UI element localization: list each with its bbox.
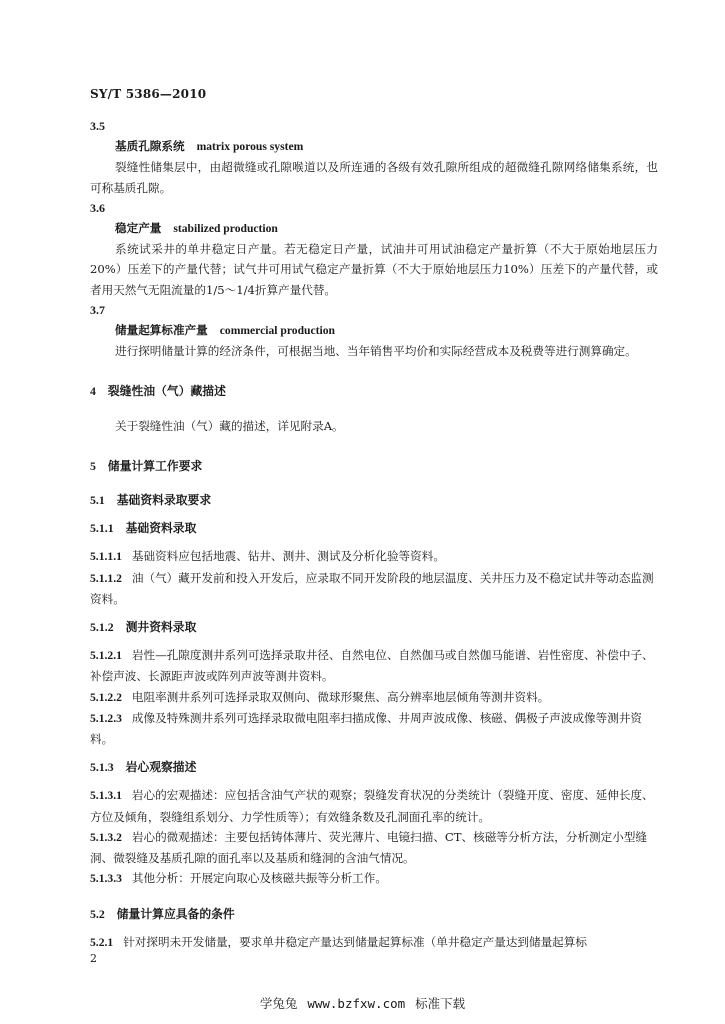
numbered-item [90,568,658,609]
section-title: 裂缝性油（气）藏描述 [107,384,226,399]
section-number: 4 [90,384,96,399]
subsection-title: 基础资料录取要求 [116,493,212,508]
item-number: 5.1.3.1 [90,789,122,803]
subsection-heading [90,518,658,538]
item-text: 其他分析：开展定向取心及核磁共振等分析工作。 [131,871,387,886]
subsection-title: 测井资料录取 [125,620,197,635]
numbered-item [90,645,658,686]
term-en: commercial production [219,324,335,338]
item-text: 岩心的宏观描述：应包括含油气产状的观察；裂缝发育状况的分类统计（裂缝开度、密度、延伸长度、方位及倾角，裂缝组系划分、力学性质等）；有效缝条数及孔洞面孔率的统计。 [90,788,654,824]
item-text: 岩心的微观描述：主要包括铸体薄片、荧光薄片、电镜扫描、CT、核磁等分析方法，分析测定小型缝洞、微裂缝及基质孔隙的面孔率以及基质和缝洞的含油气情况。 [90,829,648,866]
clause-term [90,136,658,157]
numbered-item [90,827,658,868]
footer-tagline: 标准下载 [415,996,466,1011]
subsection-heading [90,617,658,637]
item-number: 5.1.1.2 [90,571,122,585]
footer-site-name: 学兔兔 [259,996,298,1011]
numbered-item [90,932,658,953]
subsection-title: 储量计算应具备的条件 [116,906,235,921]
clause-definition: 系统试采井的单井稳定日产量。若无稳定日产量，试油井可用试油稳定产量折算（不大于原始地层压力20%）压差下的产量代替；试气井可用试气稳定产量折算（不大于原始地层压力10%）压差下的产量代替，或者用天然气无阻流量的1/5～1/4折算产量代替。 [90,242,658,297]
watermark-footer [0,994,725,1012]
item-text: 针对探明未开发储量，要求单井稳定产量达到储量起算标准（单井稳定产量达到储量起算标 [123,934,587,949]
term-zh: 稳定产量 [115,221,162,236]
numbered-item [90,708,658,749]
clause-definition: 裂缝性储集层中，由超微缝或孔隙喉道以及所连通的各级有效孔隙所组成的超微缝孔隙网络储集系统，也可称基质孔隙。 [90,160,658,195]
clause-number: 3.7 [90,302,105,317]
numbered-item [90,546,658,567]
item-number: 5.1.3.3 [90,872,122,886]
term-en: matrix porous system [196,140,304,154]
subsection-number: 5.1.3 [90,760,114,775]
subsection-number: 5.1 [90,493,105,508]
item-text: 岩性—孔隙度测井系列可选择录取井径、自然电位、自然伽马或自然伽马能谱、岩性密度、补偿中子、补偿声波、长源距声波或阵列声波等测井资料。 [90,648,654,684]
subsection-heading [90,757,658,777]
footer-url: www.bzfxw.com [307,996,406,1011]
subsection-number: 5.1.1 [90,521,114,536]
item-number: 5.2.1 [90,935,114,949]
clause-number: 3.6 [90,200,105,215]
item-number: 5.1.3.2 [90,830,122,844]
section-heading [90,456,658,476]
standard-code-header: SY/T 5386—2010 [90,87,207,101]
item-number: 5.1.1.1 [90,550,122,564]
subsection-heading [90,904,658,924]
section-number: 5 [90,458,96,473]
numbered-item [90,785,658,826]
subsection-number: 5.1.2 [90,620,114,635]
term-zh: 基质孔隙系统 [115,139,185,154]
item-text: 成像及特殊测井系列可选择录取微电阻率扫描成像、井周声波成像、核磁、偶极子声波成像等测井资料。 [90,710,643,747]
item-text: 油（气）藏开发前和投入开发后，应录取不同开发阶段的地层温度、关井压力及不稳定试井等动态监测资料。 [90,570,654,606]
page-number: 2 [90,952,97,965]
subsection-heading [90,490,658,510]
item-text: 基础资料应包括地震、钻井、测井、测试及分析化验等资料。 [131,549,445,564]
term-en: stabilized production [173,222,278,236]
subsection-title: 岩心观察描述 [125,760,197,775]
clause-term [90,320,658,341]
clause-term [90,218,658,239]
item-text: 电阻率测井系列可选择录取双侧向、微球形聚焦、高分辨率地层倾角等测井资料。 [131,689,550,704]
term-zh: 储量起算标准产量 [115,323,208,338]
clause-definition: 进行探明储量计算的经济条件，可根据当地、当年销售平均价和实际经营成本及税费等进行测算确定。 [115,344,637,359]
numbered-item [90,687,658,708]
item-number: 5.1.2.3 [90,711,122,725]
section-title: 储量计算工作要求 [107,458,203,473]
item-number: 5.1.2.1 [90,649,122,663]
clause-number: 3.5 [90,119,105,133]
item-number: 5.1.2.2 [90,690,122,704]
subsection-number: 5.2 [90,906,105,921]
page-content [90,116,658,953]
section-heading [90,381,658,401]
section-text: 关于裂缝性油（气）藏的描述，详见附录A。 [115,418,344,433]
numbered-item [90,868,658,889]
subsection-title: 基础资料录取 [125,521,197,536]
